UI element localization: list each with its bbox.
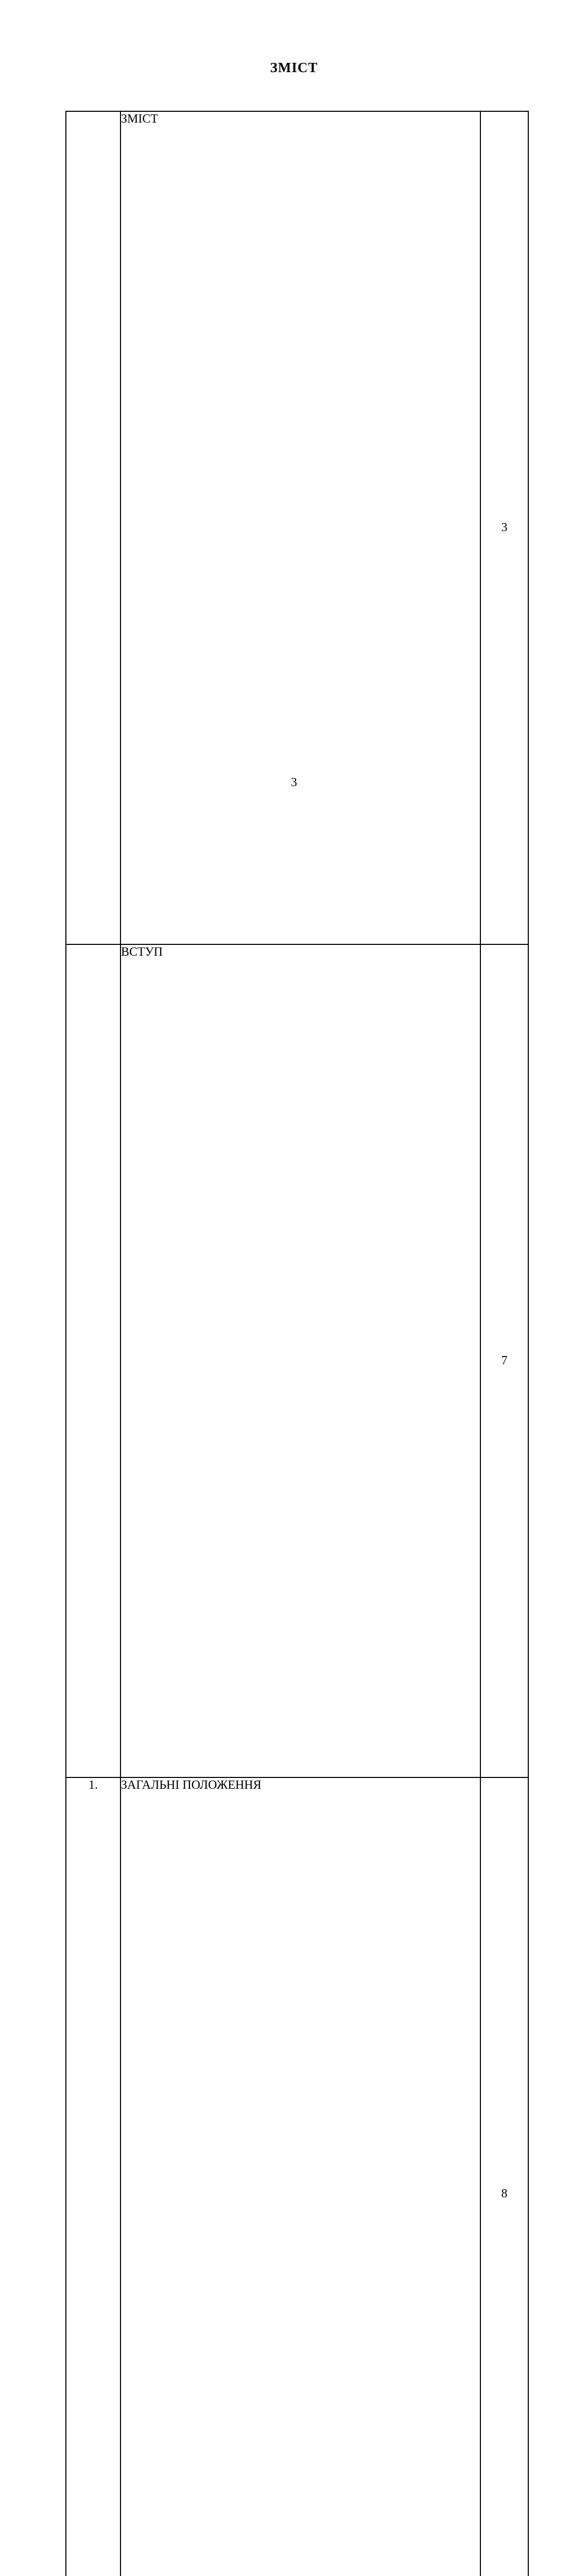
table-row [66,944,528,1777]
row-title-cell: ЗАГАЛЬНІ ПОЛОЖЕННЯ [120,1777,480,2576]
row-title-cell: ЗМІСТ [120,111,480,944]
page-number: 3 [291,776,297,789]
toc-table [65,111,529,2576]
row-number-cell [66,944,120,1777]
table-row [66,111,528,944]
row-title-cell: ВСТУП [120,944,480,1777]
page-title: ЗМІСТ [270,60,318,75]
row-number-cell: 1. [66,1777,120,2576]
toc-table-body [66,111,528,2576]
row-page-cell: 3 [480,111,528,944]
row-number-cell [66,111,120,944]
table-row [66,1777,528,2576]
row-page-cell: 7 [480,944,528,1777]
row-page-cell: 8 [480,1777,528,2576]
